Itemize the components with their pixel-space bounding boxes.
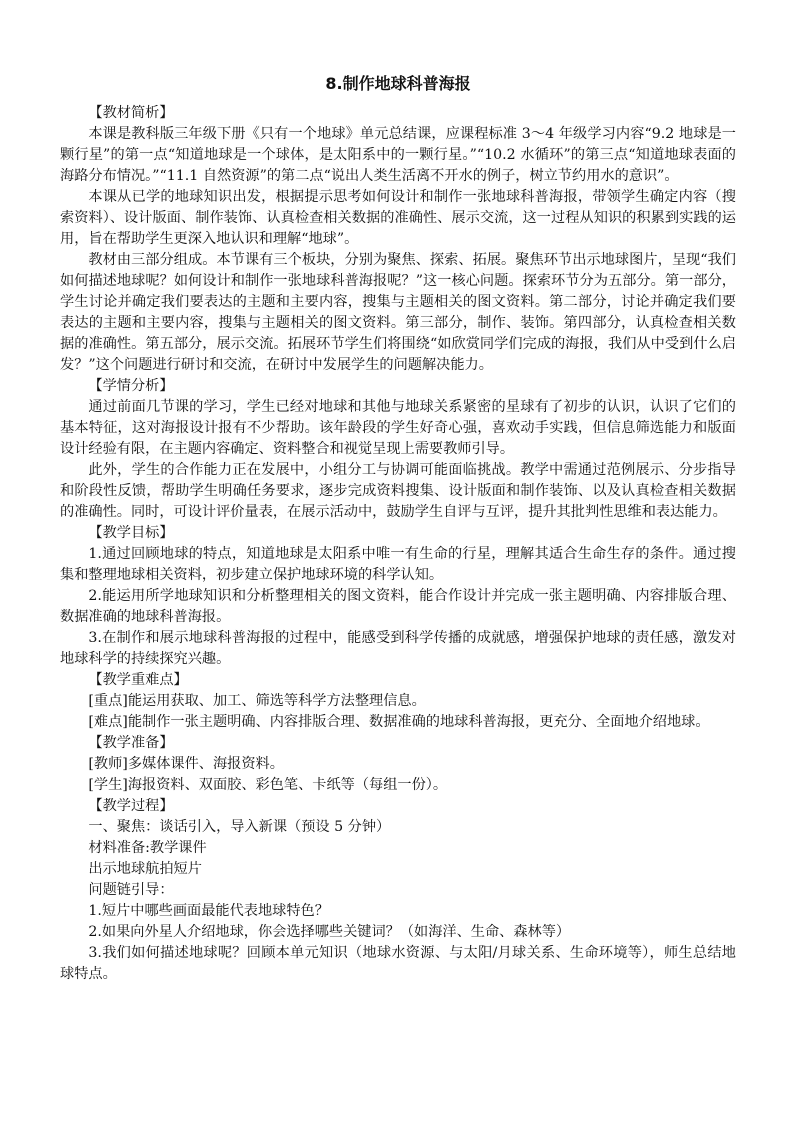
section-heading: 【教学准备】	[88, 735, 174, 751]
paragraph: 2.能运用所学地球知识和分析整理相关的图文资料，能合作设计并完成一张主题明确、内容排版合理、数据准确的地球科普海报。	[60, 588, 736, 625]
paragraph: 材料准备:教学课件	[88, 840, 207, 856]
section-heading: 【教学过程】	[88, 798, 174, 814]
paragraph: 问题链引导：	[88, 882, 174, 898]
paragraph: 通过前面几节课的学习，学生已经对地球和其他与地球关系紧密的星球有了初步的认识，认识了它们的基本特征，这对海报设计报有不少帮助。该年龄段的学生好奇心强，喜欢动手实践，但信息筛选能力和版面设计经验有限，在主题内容确定、资料整合和视觉呈现上需要教师引导。	[60, 399, 736, 457]
paragraph: 此外，学生的合作能力正在发展中，小组分工与协调可能面临挑战。教学中需通过范例展示、分步指导和阶段性反馈，帮助学生明确任务要求，逐步完成资料搜集、设计版面和制作装饰、以及认真检查相关数据的准确性。同时，可设计评价量表，在展示活动中，鼓励学生自评与互评，提升其批判性思维和表达能力。	[60, 462, 736, 520]
paragraph: 3.在制作和展示地球科普海报的过程中，能感受到科学传播的成就感，增强保护地球的责任感，激发对地球科学的持续探究兴趣。	[60, 630, 736, 667]
section-heading: 【教学重难点】	[88, 672, 188, 688]
paragraph: 一、聚焦：谈话引入，导入新课（预设 5 分钟）	[88, 819, 391, 835]
paragraph: 3.我们如何描述地球呢？回顾本单元知识（地球水资源、与太阳/月球关系、生命环境等），师生总结地球特点。	[60, 945, 736, 982]
section-heading: 【教材简析】	[88, 105, 174, 121]
paragraph: 本课是教科版三年级下册《只有一个地球》单元总结课，应课程标准 3～4 年级学习内容“9.2 地球是一颗行星”的第一点“知道地球是一个球体，是太阳系中的一颗行星。”“10.2 水循环”的第三点“知道地球表面的海路分布情况。”“11.1 自然资源”的第二点“说出人类生活离不开水的例子，树立节约用水的意识”。	[60, 126, 736, 184]
section-heading: 【学情分析】	[88, 378, 174, 394]
paragraph: 1.通过回顾地球的特点，知道地球是太阳系中唯一有生命的行星，理解其适合生命生存的条件。通过搜集和整理地球相关资料，初步建立保护地球环境的科学认知。	[60, 546, 736, 583]
paragraph: 1.短片中哪些画面最能代表地球特色？	[88, 903, 329, 919]
paragraph: 本课从已学的地球知识出发，根据提示思考如何设计和制作一张地球科普海报，带领学生确定内容（搜索资料）、设计版面、制作装饰、认真检查相关数据的准确性、展示交流，这一过程从知识的积累到实践的运用，旨在帮助学生更深入地认识和理解“地球”。	[60, 189, 736, 247]
paragraph: 2.如果向外星人介绍地球，你会选择哪些关键词？（如海洋、生命、森林等）	[88, 924, 571, 940]
paragraph: [难点]能制作一张主题明确、内容排版合理、数据准确的地球科普海报，更充分、全面地介绍地球。	[88, 714, 710, 730]
paragraph: 教材由三部分组成。本节课有三个板块，分别为聚焦、探索、拓展。聚焦环节出示地球图片，呈现“我们如何描述地球呢？如何设计和制作一张地球科普海报呢？”这一核心问题。探索环节分为五部分。第一部分，学生讨论并确定我们要表达的主题和主要内容，搜集与主题相关的图文资料。第二部分，讨论并确定我们要表达的主题和主要内容，搜集与主题相关的图文资料。第三部分，制作、装饰。第四部分，认真检查相关数据的准确性。第五部分，展示交流。拓展环节学生们将围绕“如欣赏同学们完成的海报，我们从中受到什么启发？”这个问题进行研讨和交流，在研讨中发展学生的问题解决能力。	[60, 252, 736, 373]
document-title: 8.制作地球科普海报	[325, 74, 471, 93]
paragraph: [重点]能运用获取、加工、筛选等科学方法整理信息。	[88, 693, 426, 709]
paragraph: 出示地球航拍短片	[88, 861, 202, 877]
paragraph: [教师]多媒体课件、海报资料。	[88, 756, 284, 772]
section-heading: 【教学目标】	[88, 525, 174, 541]
document-page	[60, 74, 736, 985]
document-body	[60, 103, 736, 985]
paragraph: [学生]海报资料、双面胶、彩色笔、卡纸等（每组一份）。	[88, 777, 448, 793]
